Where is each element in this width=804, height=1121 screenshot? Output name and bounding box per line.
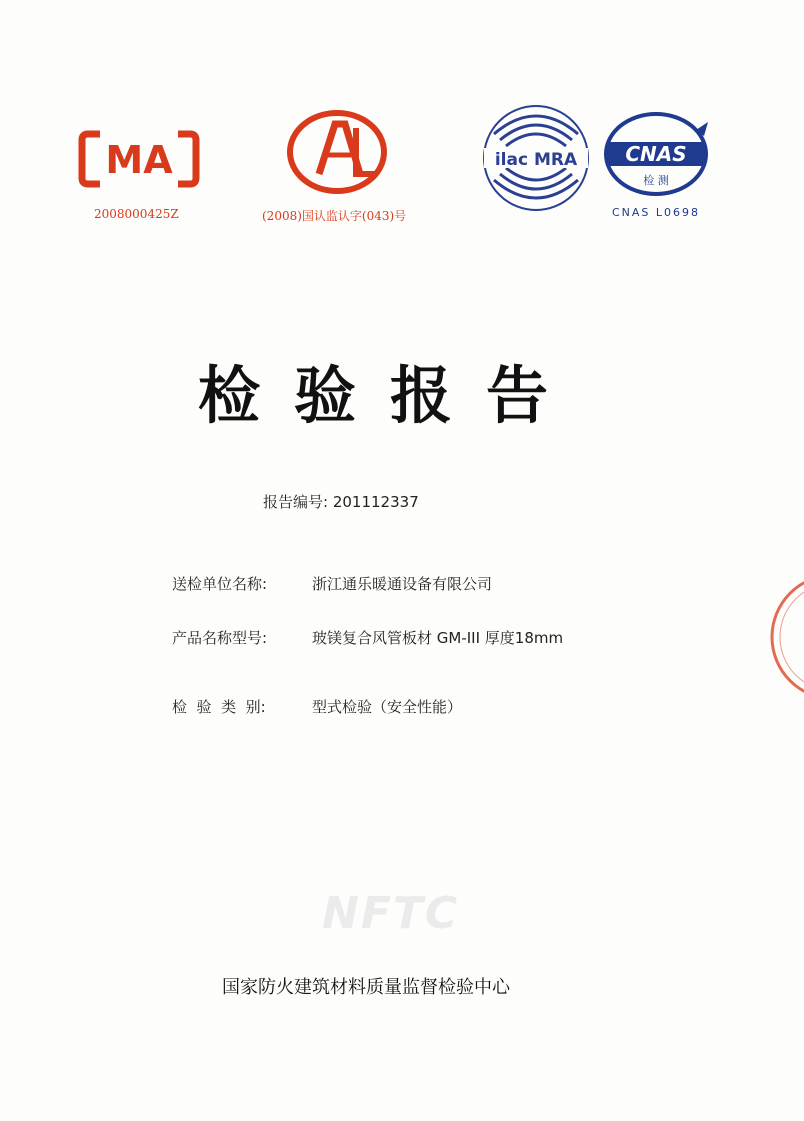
- field-label: 检 验 类 别:: [172, 698, 266, 716]
- issuing-institution: 国家防火建筑材料质量监督检验中心: [222, 977, 510, 998]
- cnas-logo-graphic: [600, 108, 712, 200]
- field-label: 产品名称型号:: [172, 629, 268, 647]
- ilac-mra-logo: [480, 102, 592, 214]
- cma-logo-graphic: [78, 126, 200, 192]
- field-label: 送检单位名称:: [172, 575, 268, 593]
- field-row-client: [172, 573, 492, 594]
- cal-logo: [285, 108, 389, 196]
- cma-logo: [78, 126, 200, 192]
- field-row-product: [172, 627, 563, 648]
- official-seal: [764, 562, 804, 716]
- cnas-logo-text: CNAS: [625, 142, 687, 166]
- cma-logo-text: MA: [105, 138, 173, 182]
- cal-logo-graphic: [285, 108, 389, 196]
- ilac-logo-text: ilac MRA: [494, 150, 578, 170]
- field-value: 浙江通乐暖通设备有限公司: [312, 575, 493, 593]
- report-title: 检验报告: [198, 359, 583, 432]
- field-value: 玻镁复合风管板材 GM-III 厚度18mm: [312, 629, 564, 647]
- cnas-code: CNAS L0698: [612, 206, 701, 219]
- cma-number: 2008000425Z: [94, 207, 179, 221]
- cnas-sub-text: 检 测: [643, 174, 669, 187]
- ilac-logo-graphic: [480, 102, 592, 214]
- report-number-label: 报告编号:: [263, 493, 329, 511]
- report-number-value: 201112337: [332, 493, 419, 511]
- field-row-type: [172, 696, 462, 717]
- report-number: [263, 491, 419, 512]
- nftc-watermark: NFTC: [322, 888, 460, 939]
- cal-number: (2008)国认监认字(043)号: [262, 209, 407, 223]
- field-value: 型式检验（安全性能）: [312, 698, 463, 716]
- seal-graphic: [764, 562, 804, 712]
- cnas-logo: [600, 108, 712, 200]
